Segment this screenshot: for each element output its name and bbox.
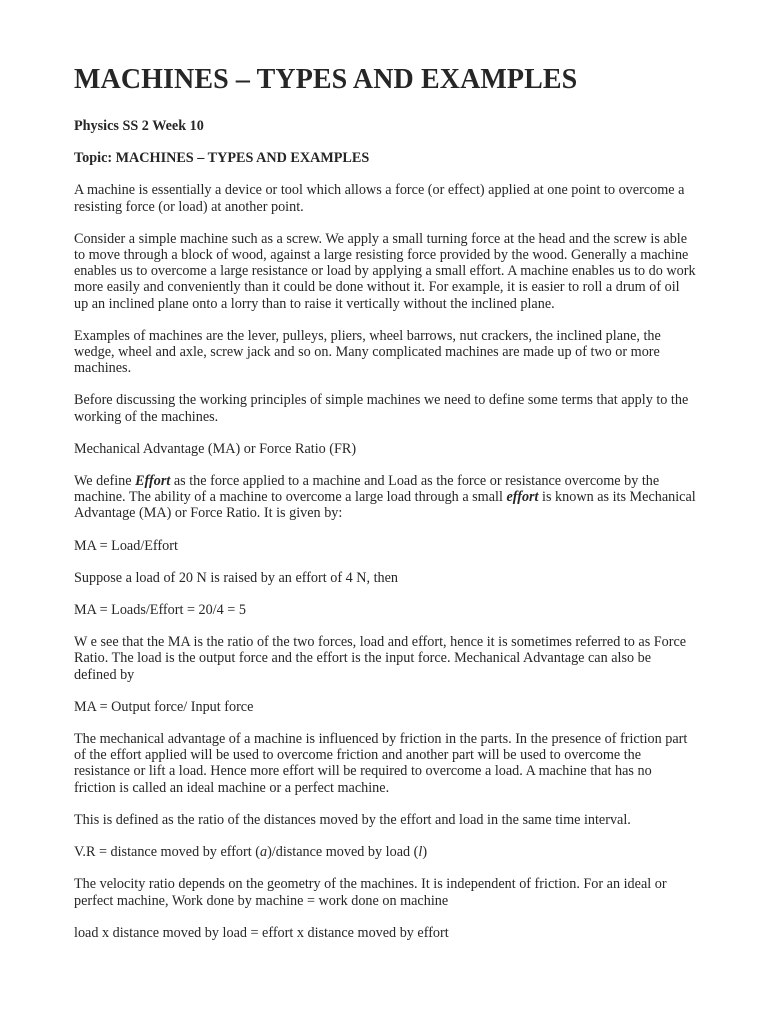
paragraph-load-example: Suppose a load of 20 N is raised by an effort of 4 N, then	[74, 569, 399, 586]
text-segment: )/distance moved by load (	[267, 844, 419, 861]
paragraph-velocity-ratio-geometry: The velocity ratio depends on the geometry of the machines. It is independent of friction. For an ideal or perfect machine, Work done by machine = work done on machine	[74, 876, 667, 909]
variable-l: l	[418, 844, 423, 861]
text-segment: is known as its Mechanical Advantage (MA) or Force Ratio. It is given by:	[74, 489, 696, 522]
formula-work-balance: load x distance moved by load = effort x distance moved by effort	[74, 924, 449, 941]
effort-term-lower: effort	[506, 489, 539, 506]
heading-mechanical-advantage: Mechanical Advantage (MA) or Force Ratio (FR)	[74, 440, 357, 457]
paragraph-screw-example: Consider a simple machine such as a screw. We apply a small turning force at the head and the screw is able to move through a block of wood, against a large resisting force provided by the wood. Generally a machine enables us to overcome a large resistance or load by applying a small effort. A machine enables us to do work more easily and conveniently than it could be done without it. For example, it is easier to roll a drum of oil up an inclined plane onto a lorry than to raise it vertically without the inclined plane.	[74, 230, 696, 312]
document-page	[74, 64, 696, 941]
formula-ma-output-input: MA = Output force/ Input force	[74, 698, 254, 715]
variable-a: a	[259, 844, 268, 861]
formula-ma-load-effort: MA = Load/Effort	[74, 537, 178, 554]
formula-velocity-ratio	[74, 844, 696, 860]
document-title: MACHINES – TYPES AND EXAMPLES	[74, 64, 578, 95]
paragraph-effort-definition	[74, 473, 696, 522]
topic-line: Topic: MACHINES – TYPES AND EXAMPLES	[74, 150, 370, 167]
text-segment: We define	[74, 473, 136, 490]
paragraph-before-discussing: Before discussing the working principles of simple machines we need to define some terms that apply to the working of the machines.	[74, 392, 689, 425]
subject-line: Physics SS 2 Week 10	[74, 118, 204, 134]
text-segment: as the force applied to a machine and Load as the force or resistance overcome by the machine. The ability of a machine to overcome a large load through a small	[74, 473, 660, 506]
paragraph-velocity-ratio-definition: This is defined as the ratio of the distances moved by the effort and load in the same time interval.	[74, 811, 631, 828]
paragraph-definition: A machine is essentially a device or tool which allows a force (or effect) applied at one point to overcome a resisting force (or load) at another point.	[74, 182, 685, 215]
paragraph-force-ratio: W e see that the MA is the ratio of the two forces, load and effort, hence it is sometimes referred to as Force Ratio. The load is the output force and the effort is the input force. Mechanical Advantage can also be defined by	[74, 634, 687, 683]
effort-term: Effort	[135, 473, 171, 490]
text-segment: )	[422, 844, 428, 861]
text-segment: V.R = distance moved by effort (	[74, 844, 260, 861]
paragraph-friction: The mechanical advantage of a machine is influenced by friction in the parts. In the presence of friction part of the effort applied will be used to overcome friction and another part will be used to overcome the resistance or lift a load. Hence more effort will be required to overcome a load. A machine that has no friction is called an ideal machine or a perfect machine.	[74, 731, 688, 796]
paragraph-examples: Examples of machines are the lever, pulleys, pliers, wheel barrows, nut crackers, the inclined plane, the wedge, wheel and axle, screw jack and so on. Many complicated machines are made up of two or more machines.	[74, 327, 661, 377]
formula-ma-calculation: MA = Loads/Effort = 20/4 = 5	[74, 602, 246, 619]
